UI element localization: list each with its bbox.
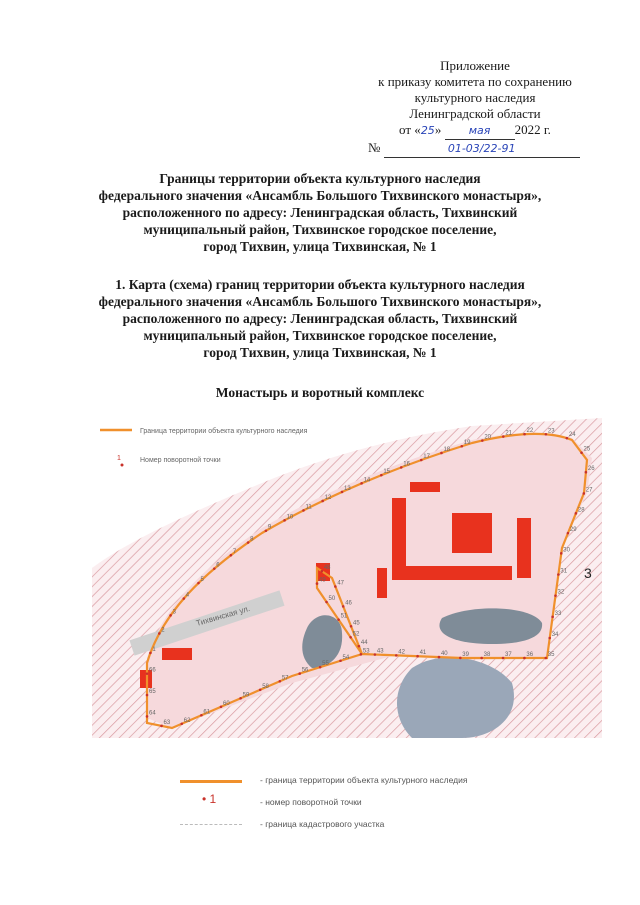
turning-point-dot	[523, 433, 526, 436]
turning-point-label: 16	[403, 461, 410, 468]
turning-point-label: 6	[216, 562, 220, 569]
turning-point-dot	[319, 666, 322, 669]
building-south-2	[377, 568, 387, 598]
turning-point-dot	[183, 597, 186, 600]
title-line-2: федерального значения «Ансамбль Большого Тихвинского монастыря»,	[98, 188, 542, 203]
turning-point-dot	[239, 697, 242, 700]
turning-point-dot	[557, 573, 560, 576]
pond-water	[439, 608, 542, 644]
turning-point-dot	[523, 657, 526, 660]
turning-point-label: 53	[362, 648, 370, 655]
turning-point-dot	[279, 680, 282, 683]
turning-point-label: 54	[342, 654, 350, 661]
turning-point-label: 9	[267, 524, 272, 531]
street-label: Тихвинская ул.	[195, 603, 251, 628]
turning-point-label: 25	[583, 446, 591, 453]
turning-point-label: 21	[505, 430, 513, 437]
legend-point-label: - номер поворотной точки	[260, 797, 362, 807]
turning-point-dot	[459, 657, 462, 660]
legend-point-symbol: • 1	[202, 792, 217, 806]
turning-point-label: 52	[352, 631, 360, 638]
turning-point-dot	[350, 625, 353, 628]
turning-point-label: 60	[223, 700, 230, 707]
legend-cadastral-line	[180, 824, 242, 825]
turning-point-label: 32	[557, 589, 565, 596]
turning-point-dot	[321, 500, 324, 503]
section-line-1: 1. Карта (схема) границ территории объекта культурного наследия	[115, 277, 525, 292]
turning-point-dot	[283, 519, 286, 522]
turning-point-label: 36	[526, 652, 534, 658]
section-line-5: город Тихвин, улица Тихвинская, № 1	[203, 345, 437, 360]
document-title	[40, 170, 600, 255]
turning-point-label: 38	[483, 652, 491, 658]
date-prefix: от «	[399, 122, 421, 137]
turning-point-dot	[440, 452, 443, 455]
turning-point-dot	[180, 722, 183, 725]
title-line-4: муниципальный район, Тихвинское городское поселение,	[143, 222, 497, 237]
turning-point-label: 42	[398, 649, 405, 656]
section-heading	[40, 276, 600, 361]
turning-point-dot	[374, 653, 377, 656]
turning-point-dot	[349, 636, 352, 639]
turning-point-dot	[420, 459, 423, 462]
title-line-1: Границы территории объекта культурного наследия	[159, 171, 481, 186]
turning-point-dot	[481, 439, 484, 442]
turning-point-dot	[548, 637, 551, 640]
turning-point-label: 47	[337, 580, 345, 587]
number-handwritten: 01-03/22-91	[447, 142, 516, 155]
turning-point-label: 45	[353, 620, 360, 627]
turning-point-label: 11	[305, 504, 312, 511]
inset-legend-dot	[121, 464, 124, 467]
building-south	[392, 566, 512, 580]
inset-legend-point-number: 1	[117, 455, 121, 462]
turning-point-label: 46	[345, 600, 352, 607]
turning-point-dot	[146, 715, 149, 718]
turning-point-dot	[337, 618, 340, 621]
number-prefix: №	[368, 140, 381, 155]
turning-point-dot	[360, 482, 363, 485]
turning-point-label: 10	[286, 514, 294, 521]
turning-point-label: 17	[423, 453, 430, 460]
turning-point-dot	[259, 688, 262, 691]
turning-point-label: 12	[324, 494, 332, 501]
turning-point-label: 43	[376, 648, 384, 655]
turning-point-dot	[544, 657, 547, 660]
date-day-handwritten: 25	[420, 124, 435, 137]
turning-point-label: 14	[363, 477, 371, 484]
turning-point-label: 39	[462, 651, 469, 658]
turning-point-dot	[551, 616, 554, 619]
turning-point-label: 30	[563, 547, 570, 554]
annex-line-4: Ленинградской области	[409, 106, 541, 121]
turning-point-label: 41	[419, 650, 427, 657]
date-month-handwritten: мая	[468, 124, 491, 137]
turning-point-label: 55	[322, 661, 329, 668]
turning-point-label: 31	[560, 568, 568, 575]
turning-point-dot	[567, 532, 570, 535]
turning-point-dot	[380, 474, 383, 477]
turning-point-label: 63	[163, 719, 171, 726]
building-north	[410, 482, 440, 492]
title-line-5: город Тихвин, улица Тихвинская, № 1	[203, 239, 437, 254]
turning-point-dot	[146, 672, 149, 675]
turning-point-dot	[220, 705, 223, 708]
turning-point-dot	[400, 466, 403, 469]
turning-point-dot	[316, 582, 319, 585]
turning-point-label: 7	[232, 549, 237, 556]
section-line-4: муниципальный район, Тихвинское городское поселение,	[143, 328, 497, 343]
legend-boundary-line	[180, 780, 242, 783]
turning-point-dot	[213, 567, 216, 570]
cathedral	[452, 513, 492, 553]
turning-point-label: 64	[149, 710, 156, 717]
turning-point-dot	[247, 541, 250, 544]
turning-point-label: 40	[440, 651, 448, 658]
turning-point-dot	[325, 601, 328, 604]
inset-legend-point-label: Номер поворотной точки	[140, 457, 221, 464]
turning-point-dot	[560, 552, 563, 555]
turning-point-dot	[575, 512, 578, 515]
turning-point-label: 28	[577, 507, 585, 514]
turning-point-label: 48	[323, 565, 331, 572]
turning-point-dot	[583, 492, 586, 495]
turning-point-dot	[321, 570, 324, 573]
turning-point-label: 18	[443, 446, 451, 453]
turning-point-label: 27	[585, 487, 593, 494]
turning-point-dot	[395, 654, 398, 657]
turning-point-label: 13	[344, 485, 351, 492]
turning-point-dot	[585, 471, 588, 474]
turning-point-label: 51	[340, 613, 348, 620]
turning-point-label: 23	[547, 428, 555, 435]
turning-point-dot	[302, 509, 305, 512]
turning-point-label: 5	[200, 577, 204, 584]
map-side-label: 3	[584, 565, 592, 581]
turning-point-dot	[298, 672, 301, 675]
turning-point-label: 8	[250, 536, 254, 543]
turning-point-label: 66	[149, 667, 156, 674]
date-mid: »	[434, 122, 442, 137]
annex-date-line	[330, 122, 620, 140]
turning-point-label: 4	[185, 592, 190, 599]
legend-cadastral-label: - граница кадастрового участка	[260, 819, 385, 829]
turning-point-label: 56	[301, 667, 309, 674]
turning-point-label: 49	[319, 577, 326, 584]
turning-point-dot	[416, 655, 419, 658]
turning-point-dot	[502, 435, 505, 438]
section-line-2: федерального значения «Ансамбль Большого Тихвинского монастыря»,	[98, 294, 542, 309]
turning-point-dot	[566, 437, 569, 440]
annex-line-2: к приказу комитета по сохранению	[378, 74, 572, 89]
turning-point-dot	[358, 645, 361, 648]
number-field	[384, 140, 580, 158]
turning-point-dot	[341, 491, 344, 494]
turning-point-label: 58	[262, 683, 269, 690]
turning-point-label: 59	[242, 692, 250, 699]
turning-point-dot	[160, 725, 163, 728]
turning-point-label: 50	[328, 595, 336, 602]
building-sw-1	[162, 648, 192, 660]
annex-line-3: культурного наследия	[414, 90, 536, 105]
turning-point-label: 15	[383, 469, 391, 476]
map-legend	[180, 768, 560, 838]
turning-point-dot	[580, 451, 583, 454]
turning-point-label: 65	[149, 689, 156, 696]
turning-point-dot	[197, 582, 200, 585]
turning-point-dot	[265, 529, 268, 532]
turning-point-dot	[360, 653, 363, 656]
turning-point-dot	[460, 445, 463, 448]
turning-point-dot	[480, 657, 483, 660]
turning-point-dot	[342, 605, 345, 608]
building-east	[517, 518, 531, 578]
turning-point-dot	[545, 433, 548, 436]
turning-point-dot	[158, 632, 161, 635]
annex-line-1: Приложение	[440, 58, 510, 73]
turning-point-label: 1	[152, 646, 156, 653]
turning-point-label: 61	[203, 709, 211, 716]
turning-point-dot	[169, 614, 172, 617]
turning-point-label: 26	[587, 466, 595, 473]
turning-point-dot	[200, 714, 203, 717]
turning-point-label: 35	[547, 652, 555, 658]
turning-point-dot	[149, 652, 152, 655]
turning-point-dot	[339, 659, 342, 662]
turning-point-label: 57	[281, 675, 289, 682]
map-canvas	[92, 418, 602, 738]
turning-point-label: 20	[484, 434, 492, 441]
turning-point-label: 34	[551, 632, 559, 639]
turning-point-label: 22	[526, 428, 534, 435]
annex-number-line	[330, 140, 620, 158]
turning-point-dot	[230, 554, 233, 557]
turning-point-label: 37	[505, 652, 512, 658]
turning-point-label: 19	[463, 440, 471, 447]
turning-point-label: 3	[172, 609, 176, 616]
turning-point-label: 29	[569, 527, 577, 534]
title-line-3: расположенного по адресу: Ленинградская область, Тихвинский	[122, 205, 518, 220]
inset-legend-line-label: Граница территории объекта культурного наследия	[140, 428, 308, 435]
turning-point-dot	[146, 694, 149, 697]
turning-point-dot	[334, 585, 337, 588]
date-month-field	[445, 122, 515, 140]
map-subtitle: Монастырь и воротный комплекс	[215, 385, 425, 400]
annex-header	[330, 58, 620, 158]
boundary-map	[92, 418, 602, 738]
turning-point-dot	[438, 656, 441, 659]
turning-point-label: 2	[161, 627, 165, 634]
turning-point-label: 24	[568, 432, 576, 439]
turning-point-label: 62	[183, 717, 191, 724]
turning-point-label: 33	[554, 610, 562, 617]
legend-boundary-label: - граница территории объекта культурного наследия	[260, 775, 468, 785]
turning-point-dot	[502, 657, 505, 660]
turning-point-dot	[554, 594, 557, 597]
turning-point-label: 44	[360, 640, 368, 647]
date-year: 2022 г.	[514, 122, 551, 137]
section-line-3: расположенного по адресу: Ленинградская область, Тихвинский	[122, 311, 518, 326]
